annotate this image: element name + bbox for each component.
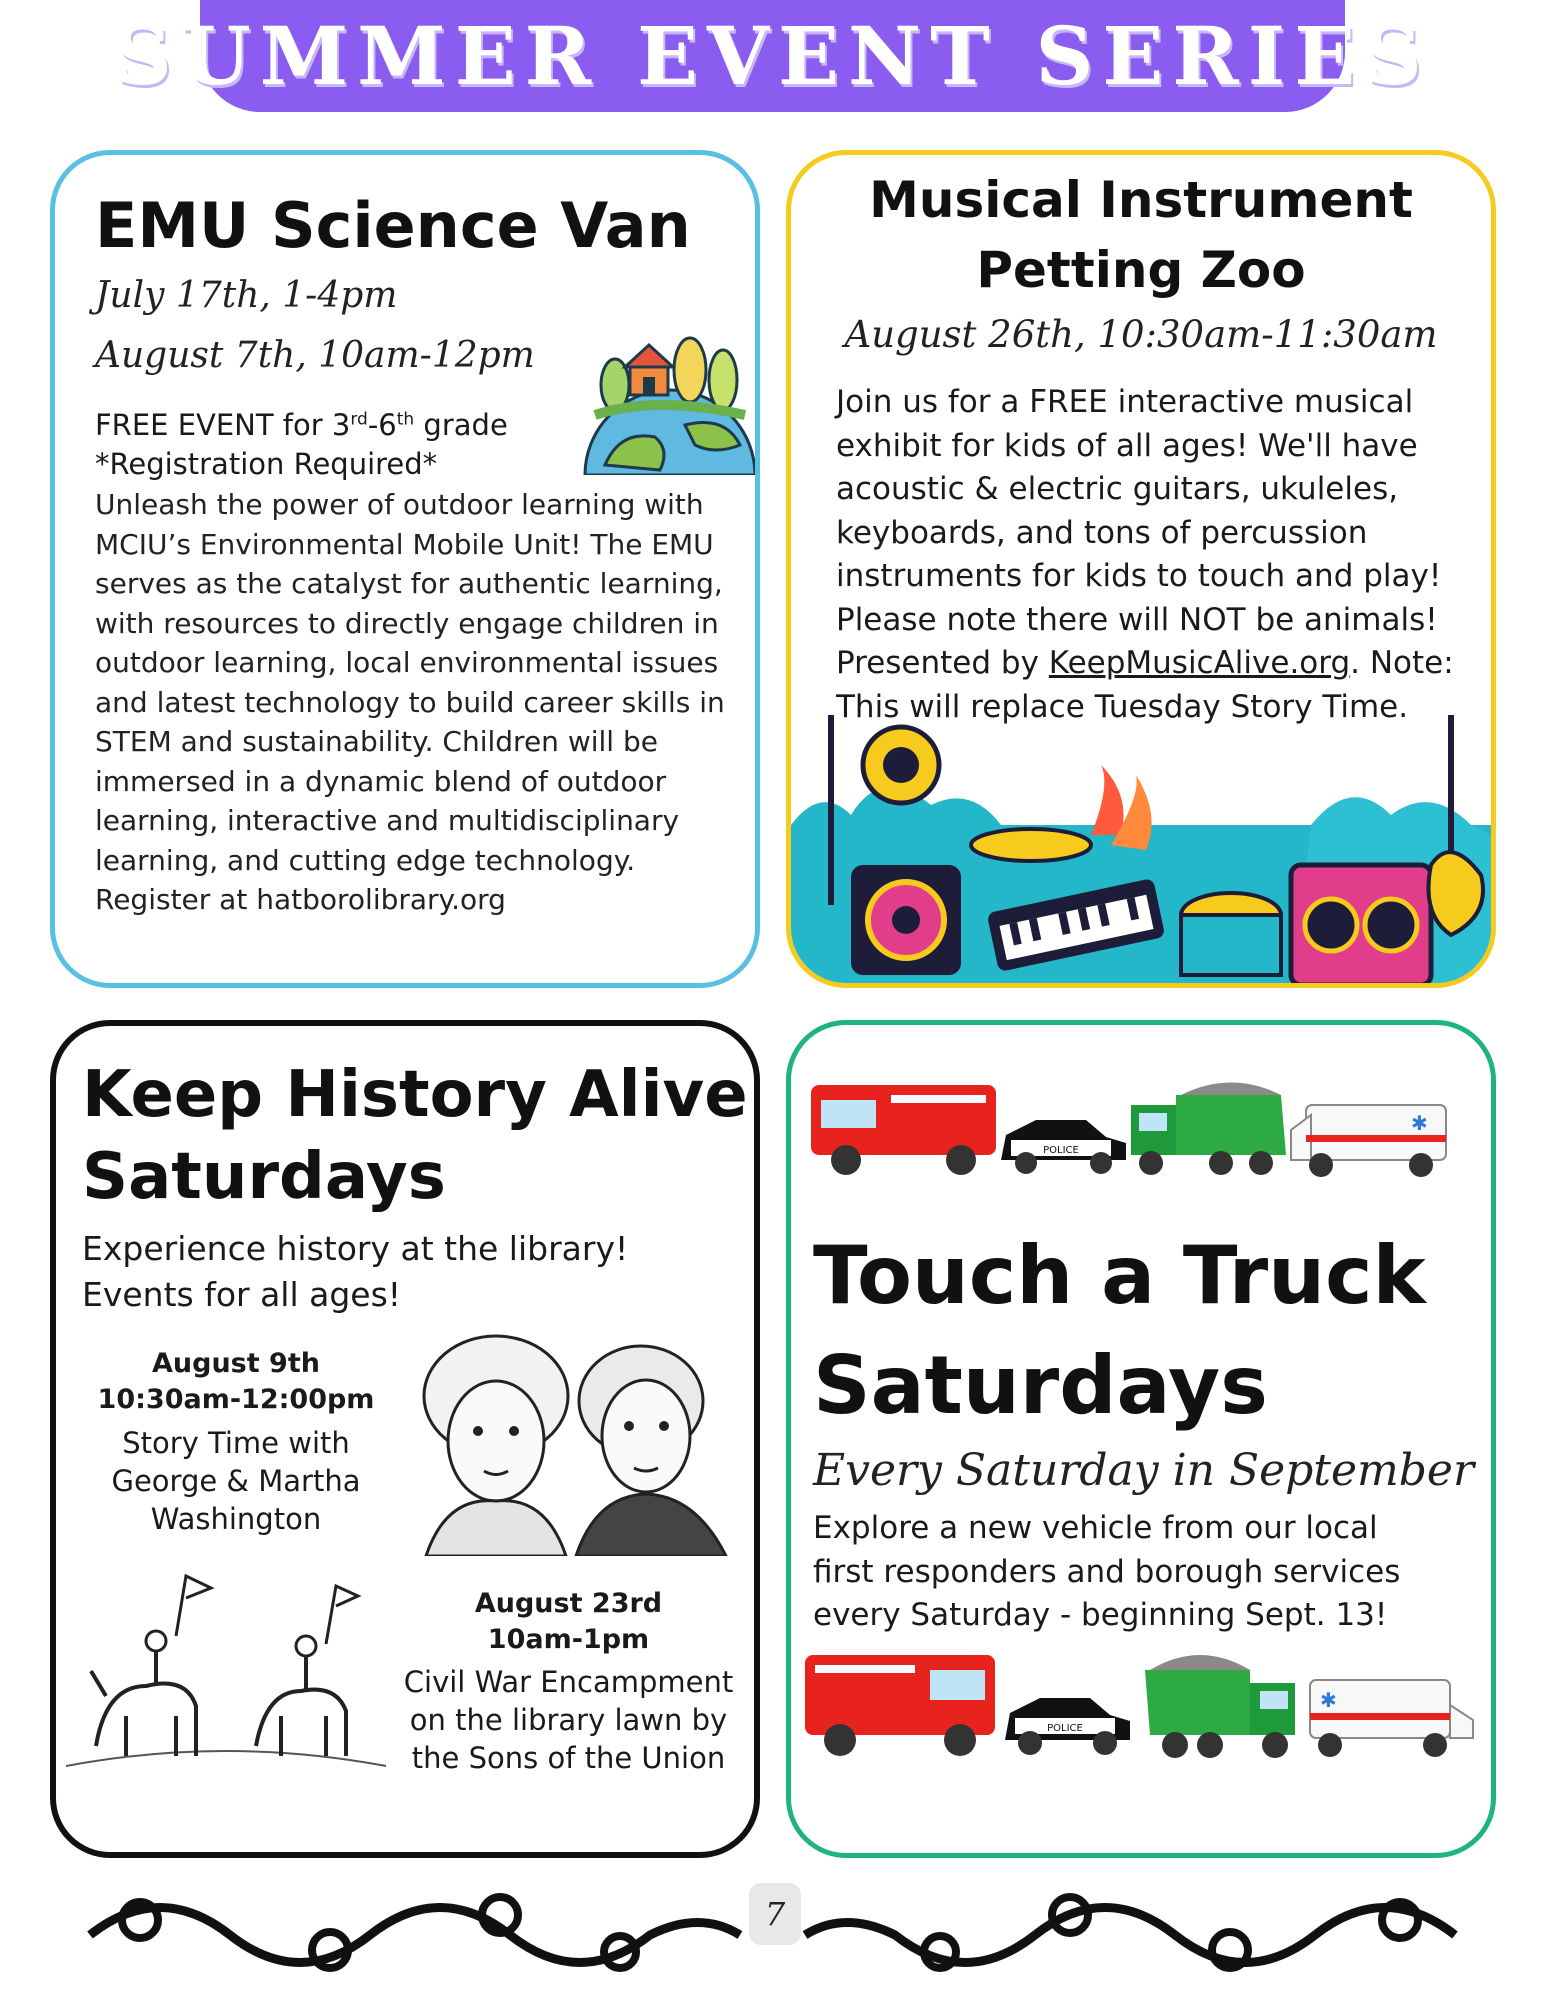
police-car-icon	[1001, 1120, 1126, 1174]
svg-text:POLICE: POLICE	[1043, 1145, 1079, 1156]
banner	[114, 0, 1431, 112]
emu-date-1: July 17th, 1-4pm	[95, 275, 398, 316]
music-petting-zoo-card	[786, 150, 1496, 988]
ambulance-icon	[1291, 1105, 1446, 1177]
musical-instruments-illustration	[791, 705, 1491, 985]
fire-truck-icon	[811, 1085, 996, 1175]
fire-truck-icon	[805, 1655, 995, 1756]
music-title: Musical Instrument Petting Zoo	[869, 171, 1413, 299]
history-event1-description: Story Time with George & Martha Washington	[111, 1426, 361, 1536]
garbage-truck-icon	[1145, 1655, 1295, 1758]
emu-free-event: FREE EVENT for 3rd-6th grade	[95, 408, 508, 442]
music-description: Join us for a FREE interactive musical exhibit for kids of all ages! We'll have acoustic & electric guitars, ukuleles, keyboards, and tons of percussion instruments for kids to touch and play! Please note there will NOT be animals! Presented by KeepMusicAlive.org. Note: This will replace Tuesday Story Time.	[836, 384, 1454, 725]
george-martha-portraits	[396, 1326, 736, 1556]
keep-history-alive-card	[50, 1020, 760, 1858]
vehicles-row-bottom	[805, 1635, 1485, 1765]
keepmusicalive-link[interactable]: KeepMusicAlive.org	[1048, 645, 1351, 681]
truck-subtitle: Every Saturday in September	[813, 1445, 1474, 1496]
truck-description: Explore a new vehicle from our local first responders and borough services every Saturday - beginning Sept. 13!	[813, 1510, 1401, 1633]
svg-text:✱: ✱	[1411, 1111, 1428, 1135]
emu-science-van-card	[50, 150, 760, 988]
history-title: Keep History Alive Saturdays	[82, 1058, 748, 1214]
history-event2-datetime: August 23rd 10am-1pm	[474, 1588, 663, 1655]
truck-title: Touch a Truck Saturdays	[813, 1229, 1426, 1432]
banner-title: SUMMER EVENT SERIES	[114, 9, 1431, 103]
civil-war-soldiers-sketch	[66, 1566, 386, 1786]
police-car-icon	[1005, 1698, 1130, 1755]
svg-text:POLICE: POLICE	[1047, 1723, 1083, 1734]
earth-house-icon	[575, 325, 760, 475]
music-date: August 26th, 10:30am-11:30am	[844, 313, 1438, 356]
page-number: 7	[749, 1883, 801, 1945]
touch-a-truck-card	[786, 1020, 1496, 1858]
ambulance-icon	[1310, 1680, 1473, 1757]
emu-title: EMU Science Van	[95, 189, 691, 262]
emu-registration: *Registration Required*	[95, 447, 438, 481]
svg-text:✱: ✱	[1320, 1688, 1337, 1712]
emu-description: Unleash the power of outdoor learning with MCIU’s Environmental Mobile Unit! The EMU serves as the catalyst for authentic learning, with resources to directly engage children in outdoor learning, local environmental issues and latest technology to build career skills in STEM and sustainability. Children will be immersed in a dynamic blend of outdoor learning, interactive and multidisciplinary learning, and cutting edge technology. Register at hatborolibrary.org	[95, 488, 725, 916]
garbage-truck-icon	[1131, 1083, 1286, 1176]
emu-date-2: August 7th, 10am-12pm	[95, 335, 535, 376]
history-event2-description: Civil War Encampment on the library lawn by the Sons of the Union	[403, 1665, 734, 1775]
history-event1-datetime: August 9th 10:30am-12:00pm	[97, 1348, 375, 1415]
vehicles-row-top	[811, 1065, 1481, 1185]
history-intro: Experience history at the library! Events for all ages!	[82, 1229, 629, 1314]
